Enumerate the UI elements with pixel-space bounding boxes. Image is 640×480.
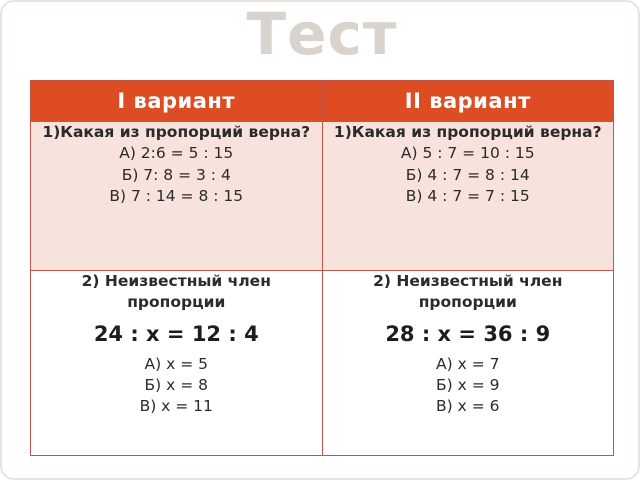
table-header-row: [31, 81, 614, 122]
question-2-variant-1-option-a: А) х = 5: [144, 354, 208, 373]
table-row: [31, 122, 614, 271]
question-2-variant-2-option-v: В) х = 6: [436, 397, 500, 416]
column-header-variant-1: I вариант: [31, 81, 323, 122]
question-1-variant-1-option-v: В) 7 : 14 = 8 : 15: [109, 187, 244, 206]
question-1-variant-2-option-b: Б) 4 : 7 = 8 : 14: [405, 165, 530, 184]
question-2-variant-1-equation: 24 : х = 12 : 4: [93, 321, 259, 346]
table-row: [31, 271, 614, 456]
question-1-variant-2-text: 1)Какая из пропорций верна?: [333, 123, 602, 141]
question-2-variant-2-option-b: Б) х = 9: [436, 376, 500, 395]
question-1-variant-2-option-v: В) 4 : 7 = 7 : 15: [405, 187, 530, 206]
test-table: [30, 80, 614, 456]
column-header-variant-2: II вариант: [322, 81, 614, 122]
question-1-variant-1-option-b: Б) 7: 8 = 3 : 4: [121, 165, 231, 184]
question-1-variant-1-text: 1)Какая из пропорций верна?: [42, 123, 311, 141]
question-2-variant-2: [322, 271, 614, 456]
question-2-variant-1-option-v: В) х = 11: [139, 397, 213, 416]
page-title: Тест: [246, 0, 398, 68]
question-2-variant-2-text: 2) Неизвестный член пропорции: [373, 272, 563, 312]
question-2-variant-2-equation: 28 : х = 36 : 9: [385, 321, 551, 346]
question-1-variant-2: [322, 122, 614, 271]
question-2-variant-1-text: 2) Неизвестный член пропорции: [81, 272, 271, 312]
question-1-variant-1: [31, 122, 323, 271]
question-2-variant-1-option-b: Б) х = 8: [144, 376, 208, 395]
question-2-variant-2-option-a: А) х = 7: [436, 354, 500, 373]
question-1-variant-1-option-a: А) 2:6 = 5 : 15: [119, 144, 234, 163]
question-1-variant-2-option-a: А) 5 : 7 = 10 : 15: [400, 144, 535, 163]
question-2-variant-1: [31, 271, 323, 456]
